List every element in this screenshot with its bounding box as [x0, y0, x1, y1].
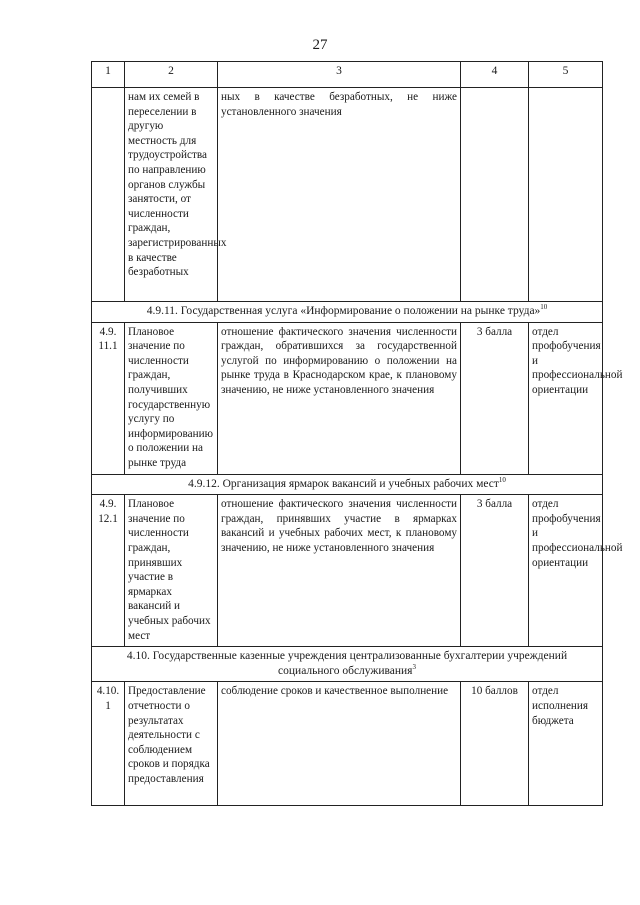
section-title: 4.10. Государственные казенные учреждения централизованные бухгалтерии учреждений социального обслуживания [126, 650, 568, 677]
indicator-score [461, 88, 529, 302]
responsible-department [529, 88, 603, 302]
indicator-score: 3 балла [461, 322, 529, 474]
indicator-name: Плановое значение по численности граждан, принявших участие в ярмарках вакансий и учебных рабочих мест [125, 495, 218, 647]
table-row-4-9-12-1 [92, 495, 603, 647]
row-number: 4.9. 11.1 [92, 322, 125, 474]
table-row-4-9-11-1 [92, 322, 603, 474]
page-number: 27 [312, 37, 328, 53]
responsible-department: отдел исполнения бюджета [529, 682, 603, 806]
indicator-score: 10 баллов [461, 682, 529, 806]
header-col-2: 2 [125, 62, 218, 88]
indicator-name: нам их семей в переселении в другую местность для трудоустройства по направлению органов службы занятости, от численности граждан, зарегистрированных в качестве безработных [125, 88, 218, 302]
footnote-marker: 10 [498, 475, 506, 484]
section-title: 4.9.12. Организация ярмарок вакансий и учебных рабочих мест [188, 477, 499, 490]
indicator-description: ных в качестве безработных, не ниже установленного значения [218, 88, 461, 302]
row-number: 4.9. 12.1 [92, 495, 125, 647]
header-col-1: 1 [92, 62, 125, 88]
section-row-4-9-11 [92, 302, 603, 323]
section-row-4-10 [92, 647, 603, 682]
indicator-name: Предоставление отчетности о результатах деятельности с соблюдением сроков и порядка предоставления [125, 682, 218, 806]
row-number [92, 88, 125, 302]
section-heading [92, 302, 603, 323]
section-heading [92, 647, 603, 682]
footnote-marker: 10 [540, 303, 548, 312]
header-col-3: 3 [218, 62, 461, 88]
header-col-4: 4 [461, 62, 529, 88]
section-row-4-9-12 [92, 474, 603, 495]
row-number: 4.10. 1 [92, 682, 125, 806]
indicator-score: 3 балла [461, 495, 529, 647]
indicator-description: соблюдение сроков и качественное выполнение [218, 682, 461, 806]
indicator-name: Плановое значение по численности граждан, получивших государственную услугу по информированию о положении на рынке труда [125, 322, 218, 474]
table-header-row [92, 62, 603, 88]
section-heading [92, 474, 603, 495]
indicator-description: отношение фактического значения численности граждан, принявших участие в ярмарках вакансий и учебных рабочих мест, к плановому значению, не ниже установленного значения [218, 495, 461, 647]
header-col-5: 5 [529, 62, 603, 88]
responsible-department: отдел профобучения и профессиональной ориентации [529, 322, 603, 474]
footnote-marker: 3 [412, 662, 416, 671]
indicator-description: отношение фактического значения численности граждан, обратившихся за государственной услугой по информированию о положении на рынке труда в Краснодарском крае, к плановому значению, не ниже установленного значения [218, 322, 461, 474]
section-title: 4.9.11. Государственная услуга «Информирование о положении на рынке труда» [146, 305, 541, 317]
table-row-4-10-1 [92, 682, 603, 806]
indicators-table [91, 61, 623, 806]
responsible-department: отдел профобучения и профессиональной ориентации [529, 495, 603, 647]
table-row-continuation [92, 88, 603, 302]
